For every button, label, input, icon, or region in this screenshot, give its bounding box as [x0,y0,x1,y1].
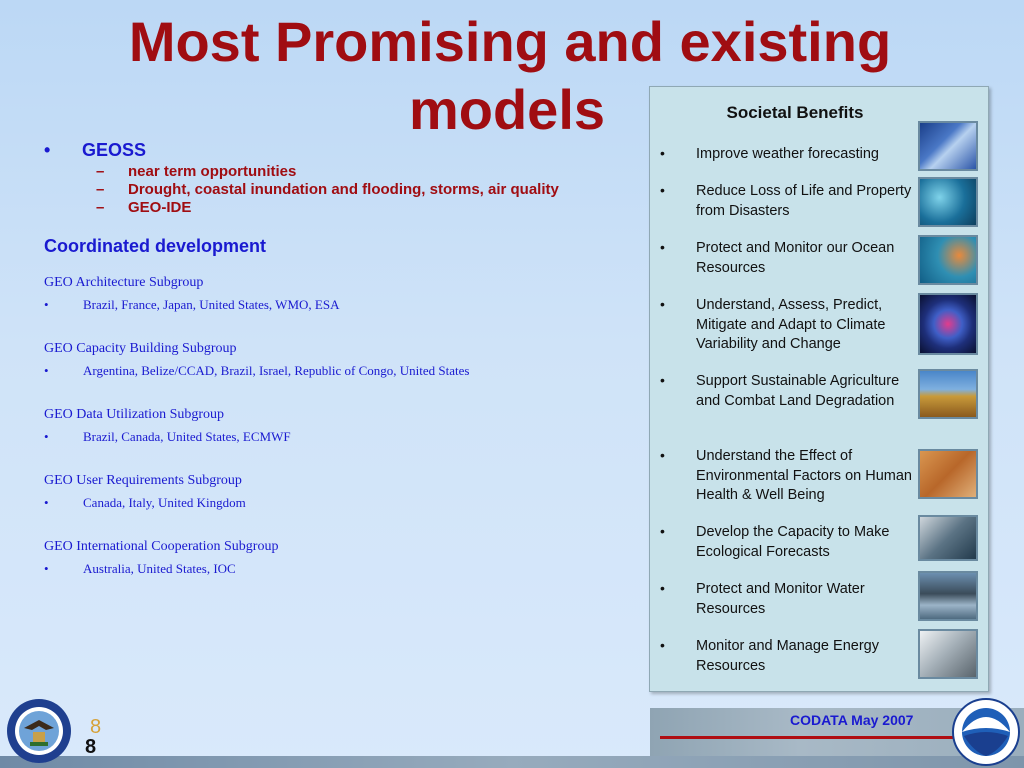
geoss-heading: GEOSS [82,140,147,160]
sub-item [44,182,604,198]
subgroup-members-text: Brazil, Canada, United States, ECMWF [83,429,291,444]
harvester-field-image [918,369,978,419]
bullet-marker: • [660,239,665,255]
benefit-text: Understand, Assess, Predict, Mitigate and Adapt to Climate Variability and Change [696,297,886,352]
subgroup-members [44,495,604,511]
subgroup-title: GEO Data Utilization Subgroup [44,407,225,422]
subgroup-members-text: Brazil, France, Japan, United States, WMO, ESA [83,297,340,312]
page-number: 8 [85,736,97,758]
bullet-marker: • [44,363,49,378]
subgroup-members-text: Australia, United States, IOC [83,561,236,576]
coral-reef-image [918,235,978,285]
subgroup [44,539,604,577]
subgroup [44,473,604,511]
subgroup-title: GEO Architecture Subgroup [44,275,204,290]
subgroup-title: GEO International Cooperation Subgroup [44,539,279,554]
benefit-text: Develop the Capacity to Make Ecological Forecasts [696,524,890,560]
subgroup-members [44,297,604,313]
subgroup-members [44,429,604,445]
bullet-marker: • [660,145,665,161]
benefit-text: Understand the Effect of Environmental Factors on Human Health & Well Being [696,448,912,503]
subgroup-title: GEO User Requirements Subgroup [44,473,242,488]
subgroup-members-text: Argentina, Belize/CCAD, Brazil, Israel, Republic of Congo, United States [83,363,470,378]
dam-image [918,571,978,621]
mosquito-image [918,449,978,499]
bullet-marker: • [44,297,49,312]
bullet-marker: • [44,561,49,576]
footer-divider [660,736,960,739]
subgroup [44,407,604,445]
sub-item [44,164,604,180]
department-of-commerce-seal-icon [6,698,72,764]
sub-item-text: Drought, coastal inundation and flooding, storms, air quality [128,181,559,198]
bullet-marker: • [660,372,665,388]
bullet-marker: • [44,495,49,510]
bullet-marker: • [44,140,51,160]
bullet-marker: • [660,637,665,653]
scientists-image [918,515,978,561]
benefit-text: Reduce Loss of Life and Property from Disasters [696,183,912,219]
subgroup-members-text: Canada, Italy, United Kingdom [83,495,246,510]
page-number-ghost: 8 [90,716,102,738]
benefit-text: Protect and Monitor our Ocean Resources [696,240,895,276]
benefit-text: Monitor and Manage Energy Resources [696,638,879,674]
noaa-logo-icon [952,698,1020,766]
bottom-strip [0,756,1024,768]
bullet-marker: • [660,182,665,198]
bullet-marker: • [660,523,665,539]
bullet-marker: • [44,429,49,444]
dash-marker: – [96,199,105,216]
dash-marker: – [96,163,105,180]
globe-climate-image [918,293,978,355]
bullet-marker: • [660,296,665,312]
subgroup [44,341,604,379]
coordinated-heading: Coordinated development [44,236,267,256]
benefit-text: Support Sustainable Agriculture and Combat Land Degradation [696,373,900,409]
sub-item-text: near term opportunities [128,163,297,180]
subgroup-members [44,561,604,577]
sub-item [44,200,604,216]
left-content [44,140,604,577]
sub-item-text: GEO-IDE [128,199,192,216]
dash-marker: – [96,181,105,198]
slide-title-line1: Most Promising and existing [128,10,892,73]
panel-title: Societal Benefits [726,103,864,122]
weather-satellite-image [918,121,978,171]
benefit-text: Protect and Monitor Water Resources [696,581,865,617]
disaster-rescue-image [918,177,978,227]
subgroup-members [44,363,604,379]
geoss-bullet [44,140,604,162]
footer-codata-label: CODATA May 2007 [790,712,914,728]
subgroup [44,275,604,313]
slide-title-line2: models [408,78,606,141]
subgroup-title: GEO Capacity Building Subgroup [44,341,237,356]
energy-equipment-image [918,629,978,679]
bullet-marker: • [660,447,665,463]
societal-benefits-panel [649,86,989,692]
benefit-text: Improve weather forecasting [696,146,879,162]
bullet-marker: • [660,580,665,596]
